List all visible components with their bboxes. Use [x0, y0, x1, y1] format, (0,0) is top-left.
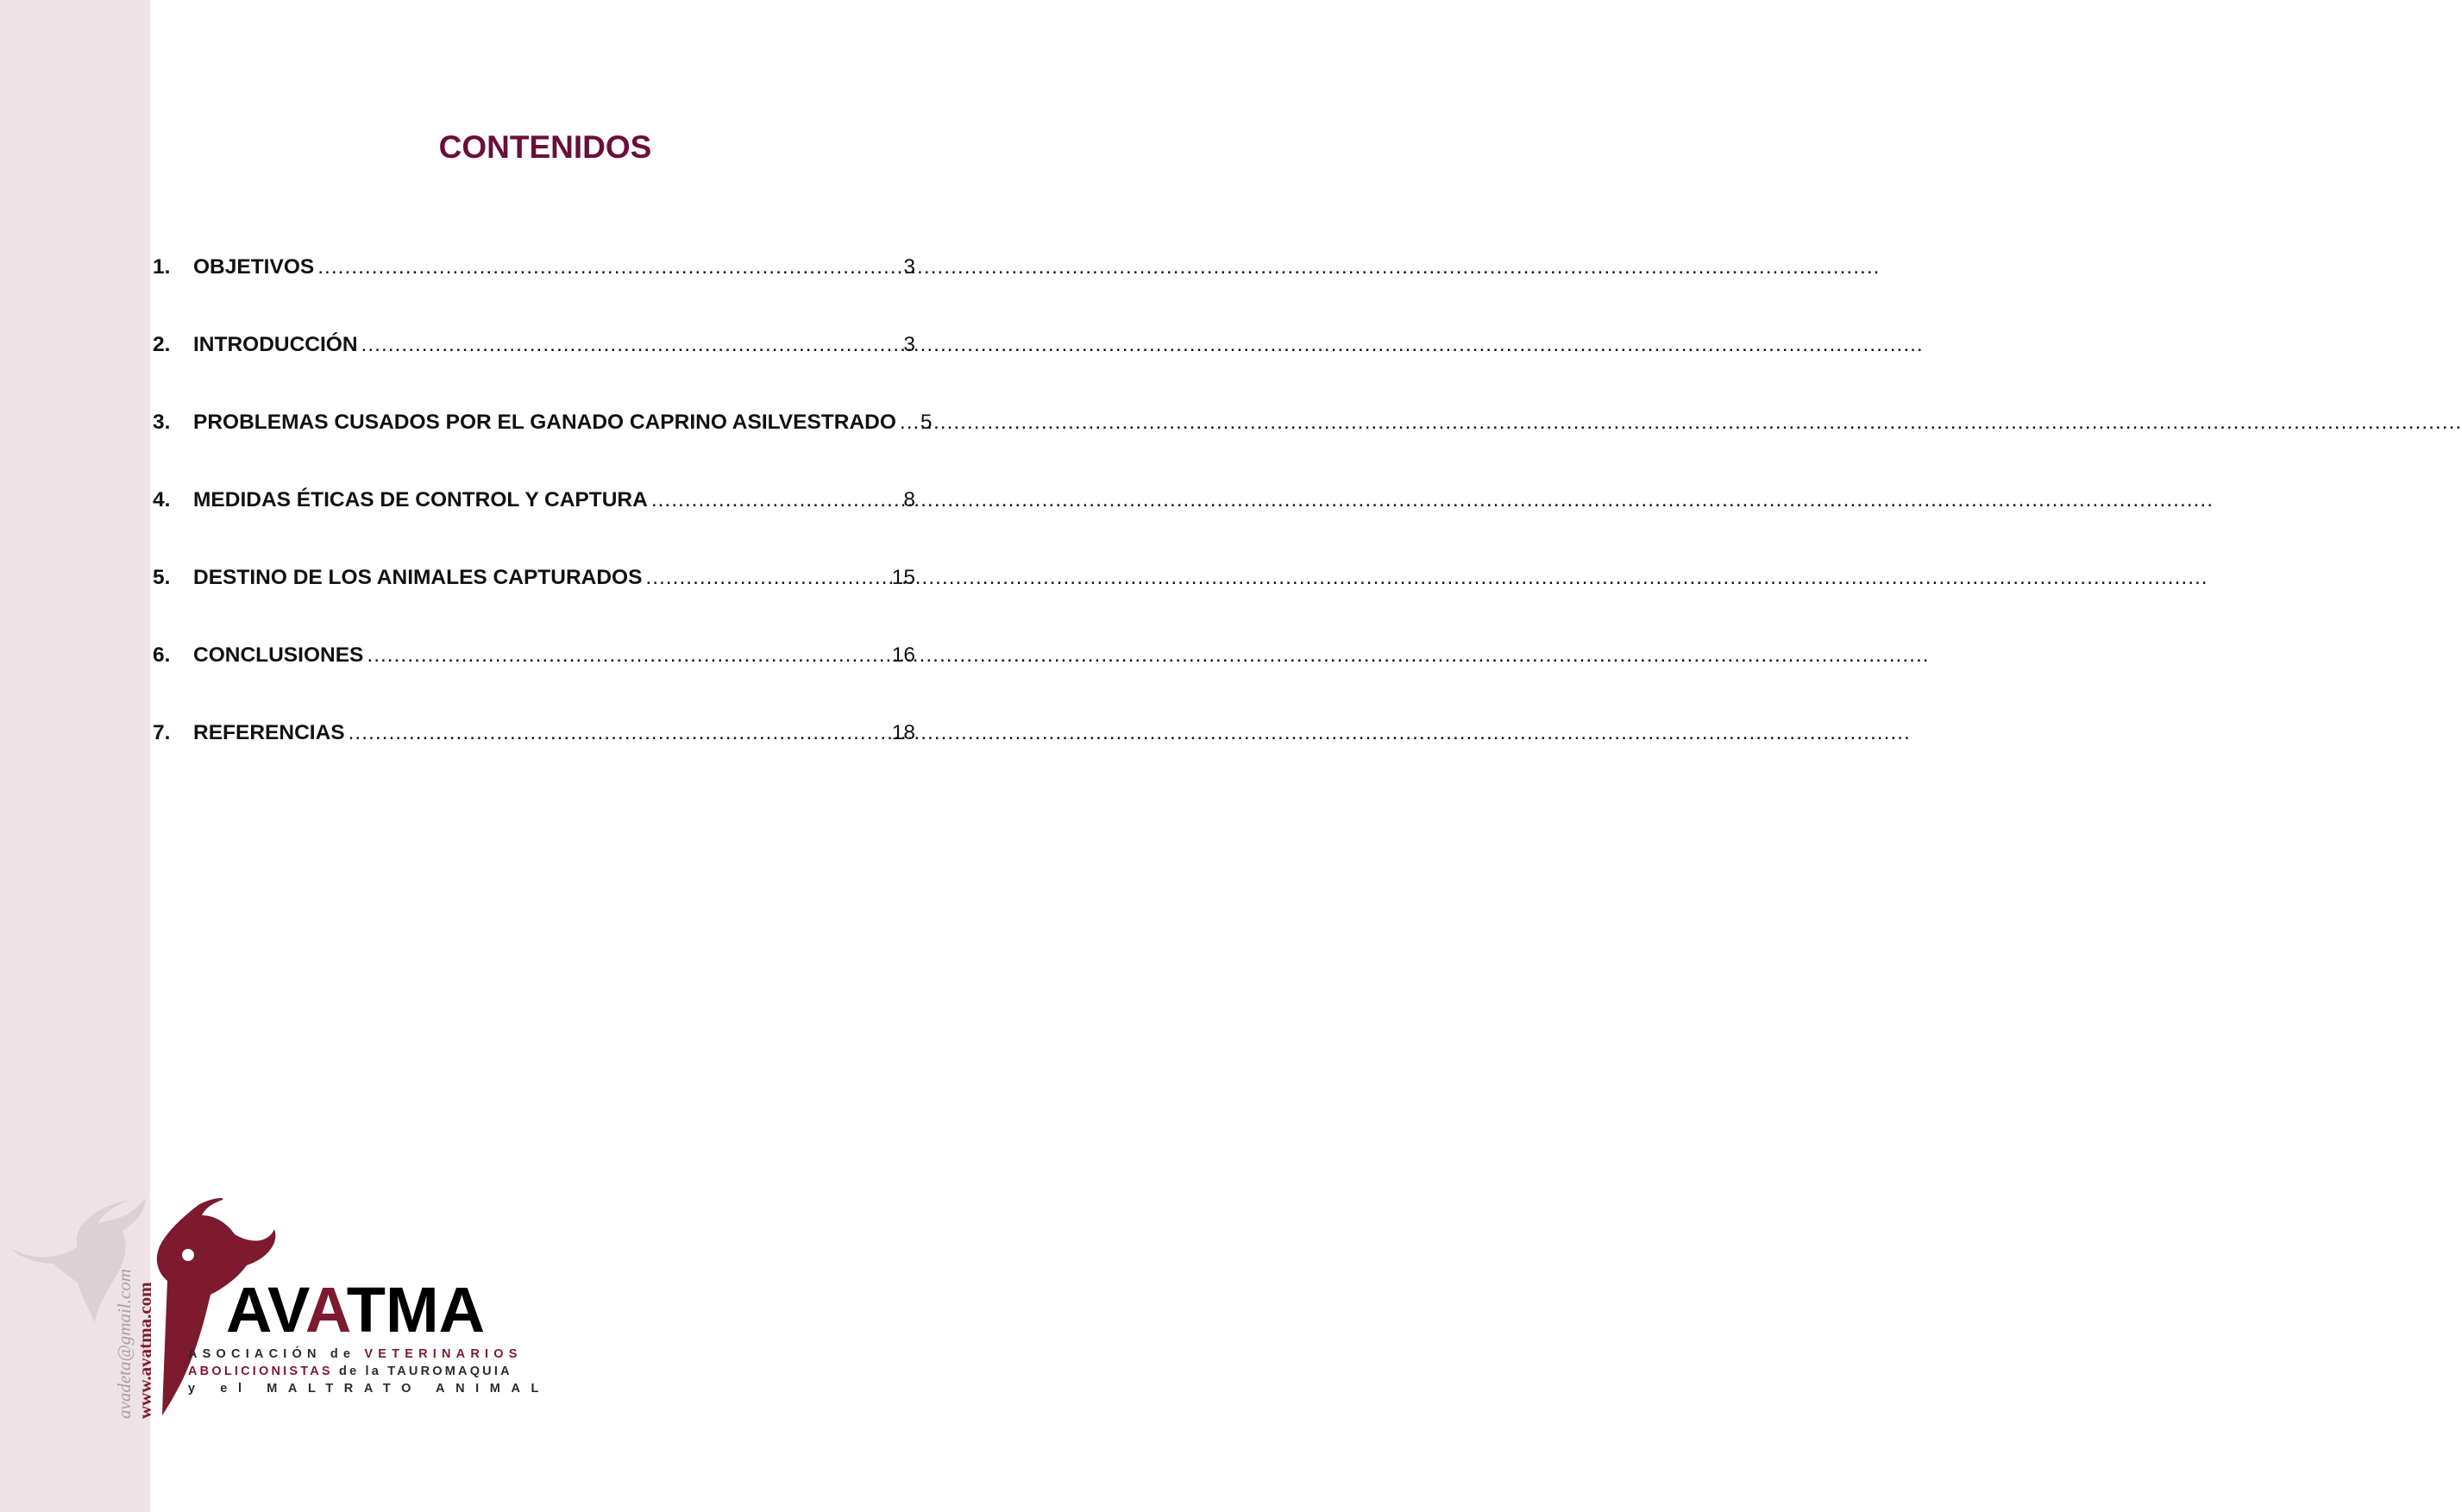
toc-entry-number: 1. [153, 255, 171, 279]
toc-entry-label: OBJETIVOS [193, 255, 315, 279]
toc-title: CONTENIDOS [438, 129, 652, 165]
toc-dot-leader [361, 333, 901, 357]
toc-entry-label: MEDIDAS ÉTICAS DE CONTROL Y CAPTURA [193, 488, 648, 511]
toc-entry-page: 16 [891, 643, 915, 667]
email-address[interactable]: avadeta@gmail.com [114, 1269, 135, 1419]
logo-wordmark-part: AV [226, 1274, 305, 1346]
toc-entry-page: 18 [891, 721, 915, 744]
website-url[interactable]: www.avatma.com [135, 1282, 155, 1419]
toc-dot-leader [317, 255, 900, 279]
toc-entry-label: INTRODUCCIÓN [193, 333, 358, 356]
toc-dot-leader [651, 488, 901, 512]
toc-entry-destino[interactable] [153, 566, 915, 643]
toc-entry-introduccion[interactable] [153, 333, 915, 411]
logo-tagline-1 [188, 1347, 523, 1361]
toc-entry-number: 7. [153, 721, 171, 744]
toc-entry-number: 5. [153, 566, 171, 589]
logo-tagline-3: y el MALTRATO ANIMAL [188, 1382, 550, 1396]
logo-tagline-accent: ABOLICIONISTAS [188, 1365, 333, 1378]
logo-wordmark-part: TMA [346, 1274, 486, 1346]
toc-entry-page: 8 [903, 488, 915, 511]
toc-dot-leader [645, 566, 888, 590]
toc-entry-conclusiones[interactable] [153, 643, 915, 721]
toc-entry-objetivos[interactable] [153, 255, 915, 333]
toc-entry-page: 3 [903, 255, 915, 279]
toc-entry-label: DESTINO DE LOS ANIMALES CAPTURADOS [193, 566, 643, 589]
toc-entry-page: 5 [920, 411, 933, 434]
logo-tagline-accent: VETERINARIOS [364, 1347, 523, 1361]
toc-entry-problemas[interactable] [153, 411, 933, 488]
toc-entry-label: REFERENCIAS [193, 721, 345, 744]
toc-entry-number: 2. [153, 333, 171, 356]
logo-tagline-2 [188, 1365, 512, 1378]
toc-dot-leader [900, 411, 917, 435]
logo-wordmark-accent: A [305, 1274, 347, 1346]
toc-dot-leader [349, 721, 889, 745]
logo-tagline-text: de la TAUROMAQUIA [332, 1365, 512, 1378]
toc-entry-number: 6. [153, 643, 171, 667]
toc-entry-number: 3. [153, 411, 171, 434]
toc-entry-label: CONCLUSIONES [193, 643, 364, 667]
toc-entry-referencias[interactable] [153, 721, 915, 799]
toc-entry-medidas[interactable] [153, 488, 915, 566]
toc-dot-leader [367, 643, 888, 668]
logo-wordmark [226, 1274, 486, 1346]
toc-entry-label: PROBLEMAS CUSADOS POR EL GANADO CAPRINO ASILVESTRADO [193, 411, 896, 434]
table-of-contents [153, 255, 933, 799]
toc-entry-page: 15 [891, 566, 915, 589]
toc-entry-page: 3 [903, 333, 915, 356]
toc-entry-number: 4. [153, 488, 171, 511]
logo-tagline-text: ASOCIACIÓN de [188, 1347, 365, 1361]
